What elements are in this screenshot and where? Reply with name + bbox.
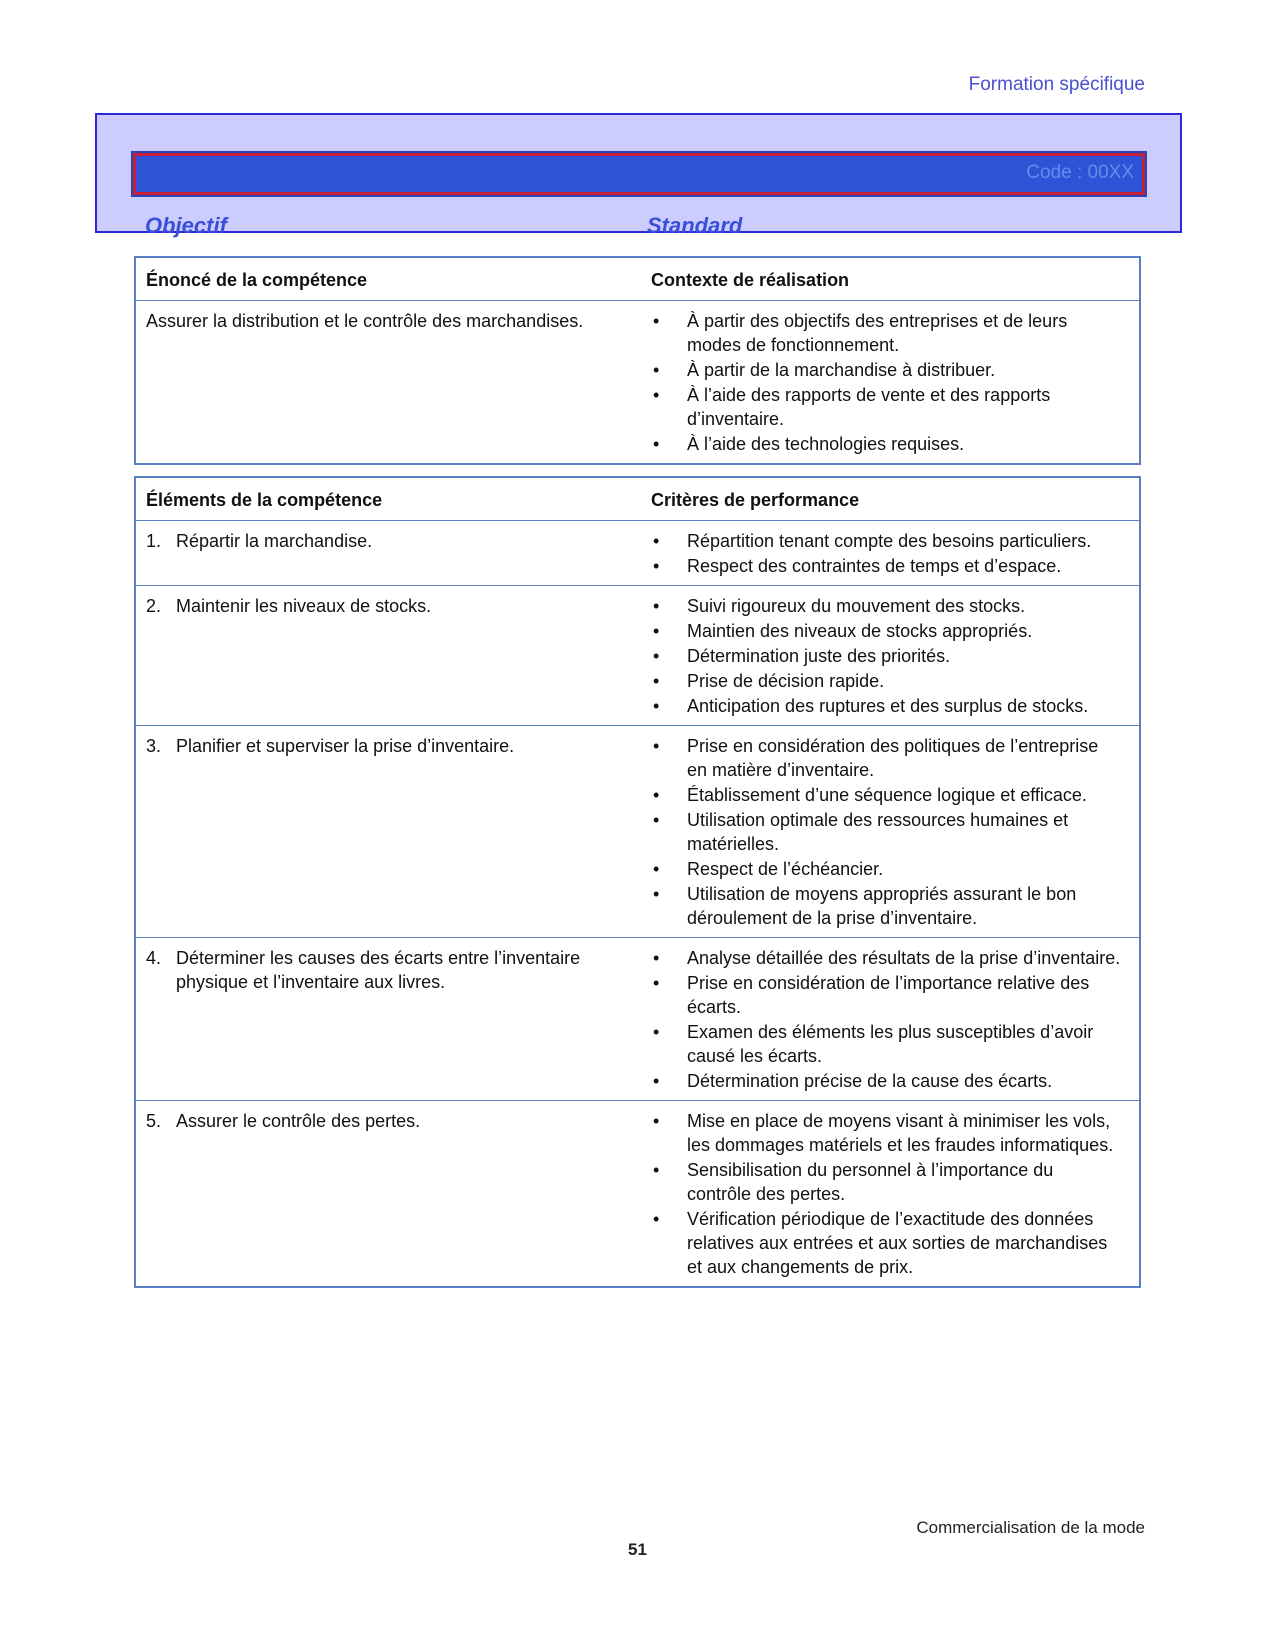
page-number: 51 [628, 1540, 647, 1559]
element-number: 2. [146, 596, 162, 616]
element-cell [135, 1101, 641, 1288]
critere-item: • Maintien des niveaux de stocks appropriés. [653, 619, 1121, 643]
critere-item: • Respect de l’échéancier. [653, 857, 1121, 881]
code-label: Code : [1026, 162, 1083, 183]
competence-row [135, 301, 1140, 465]
element-cell [135, 586, 641, 726]
criteres-list [653, 946, 1121, 1093]
elements-table [134, 476, 1141, 1288]
element-text: Répartir la marchandise. [176, 531, 373, 551]
standard-label: Standard [647, 213, 743, 238]
code-value: 00XX [1087, 162, 1134, 183]
contexte-item: • À l’aide des technologies requises. [653, 432, 1121, 456]
critere-item: • Prise en considération des politiques de l’entreprise en matière d’inventaire. [653, 734, 1121, 782]
elements-table-header [135, 477, 1140, 521]
col-header-elements: Éléments de la compétence [146, 490, 383, 510]
criteres-list [653, 529, 1121, 578]
critere-item: • Prise en considération de l’importance relative des écarts. [653, 971, 1121, 1019]
competence-table-header [135, 257, 1140, 301]
element-row-2 [135, 586, 1140, 726]
criteres-cell [641, 521, 1140, 586]
element-cell [135, 726, 641, 938]
criteres-cell [641, 726, 1140, 938]
element-text: Déterminer les causes des écarts entre l’inventaire physique et l’inventaire aux livres. [176, 948, 581, 992]
criteres-cell [641, 938, 1140, 1101]
contexte-list [653, 309, 1121, 456]
criteres-list [653, 594, 1121, 718]
critere-item: • Détermination précise de la cause des écarts. [653, 1069, 1121, 1093]
critere-item: • Respect des contraintes de temps et d’espace. [653, 554, 1121, 578]
contexte-item: • À l’aide des rapports de vente et des rapports d’inventaire. [653, 383, 1121, 431]
critere-item: • Mise en place de moyens visant à minimiser les vols, les dommages matériels et les fraudes informatiques. [653, 1109, 1121, 1157]
critere-item: • Prise de décision rapide. [653, 669, 1121, 693]
col-header-enonce: Énoncé de la compétence [146, 270, 368, 290]
code-bar [133, 153, 1145, 195]
program-header [95, 113, 1182, 238]
col-header-criteres: Critères de performance [651, 490, 860, 510]
contexte-cell [641, 301, 1140, 465]
element-number: 4. [146, 948, 162, 968]
element-row-4 [135, 938, 1140, 1101]
critere-item: • Analyse détaillée des résultats de la prise d’inventaire. [653, 946, 1121, 970]
critere-item: • Établissement d’une séquence logique et efficace. [653, 783, 1121, 807]
critere-item: • Répartition tenant compte des besoins particuliers. [653, 529, 1121, 553]
element-text: Planifier et superviser la prise d’inventaire. [176, 736, 515, 756]
running-head: Formation spécifique [968, 74, 1145, 95]
criteres-cell [641, 1101, 1140, 1288]
contexte-item: • À partir de la marchandise à distribuer. [653, 358, 1121, 382]
critere-item: • Sensibilisation du personnel à l’importance du contrôle des pertes. [653, 1158, 1121, 1206]
critere-item: • Utilisation de moyens appropriés assurant le bon déroulement de la prise d’inventaire. [653, 882, 1121, 930]
critere-item: • Suivi rigoureux du mouvement des stocks. [653, 594, 1121, 618]
element-text: Assurer le contrôle des pertes. [176, 1111, 421, 1131]
critere-item: • Vérification périodique de l’exactitude des données relatives aux entrées et aux sorties de marchandises et aux changements de prix. [653, 1207, 1121, 1279]
critere-item: • Utilisation optimale des ressources humaines et matérielles. [653, 808, 1121, 856]
element-cell [135, 938, 641, 1101]
critere-item: • Détermination juste des priorités. [653, 644, 1121, 668]
element-row-1 [135, 521, 1140, 586]
criteres-cell [641, 586, 1140, 726]
element-number: 3. [146, 736, 162, 756]
element-row-3 [135, 726, 1140, 938]
critere-item: • Anticipation des ruptures et des surplus de stocks. [653, 694, 1121, 718]
enonce-text: Assurer la distribution et le contrôle des marchandises. [146, 311, 584, 331]
element-number: 1. [146, 531, 162, 551]
code-text [1026, 162, 1134, 184]
objectif-label: Objectif [145, 213, 227, 238]
footer-program-title: Commercialisation de la mode [916, 1518, 1145, 1537]
contexte-item: • À partir des objectifs des entreprises et de leurs modes de fonctionnement. [653, 309, 1121, 357]
critere-item: • Examen des éléments les plus susceptibles d’avoir causé les écarts. [653, 1020, 1121, 1068]
col-header-contexte: Contexte de réalisation [651, 270, 850, 290]
element-number: 5. [146, 1111, 162, 1131]
element-text: Maintenir les niveaux de stocks. [176, 596, 432, 616]
criteres-list [653, 1109, 1121, 1279]
element-cell [135, 521, 641, 586]
criteres-list [653, 734, 1121, 930]
objective-standard-row [145, 213, 1145, 238]
element-row-5 [135, 1101, 1140, 1288]
competence-table [134, 256, 1141, 465]
